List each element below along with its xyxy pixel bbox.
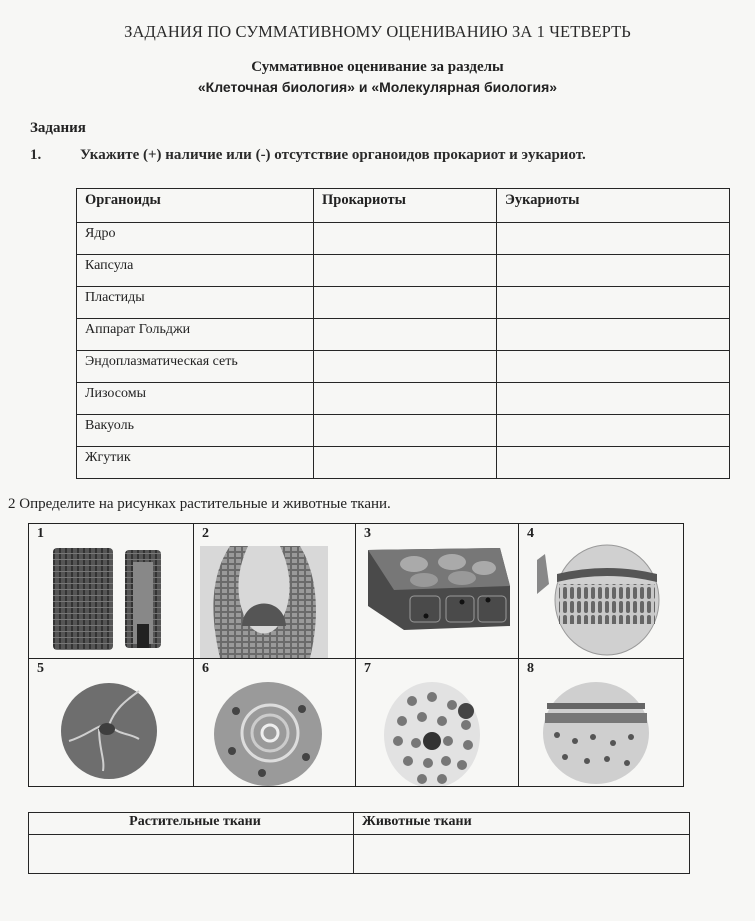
organelle-name: Капсула: [77, 255, 314, 287]
organelle-name: Лизосомы: [77, 383, 314, 415]
table-row: [77, 383, 730, 415]
page-title: ЗАДАНИЯ ПО СУММАТИВНОМУ ОЦЕНИВАНИЮ ЗА 1 ЧЕТВЕРТЬ: [124, 22, 631, 41]
table-row: [77, 447, 730, 479]
picture-cell-7: [356, 659, 519, 786]
task-1-prompt: [30, 147, 586, 164]
picture-number: 7: [364, 661, 371, 676]
picture-number: 5: [37, 661, 44, 676]
prokaryotes-answer-cell[interactable]: [314, 415, 497, 447]
fiber-bundle-tissue-image: [47, 544, 177, 654]
organelle-name: Пластиды: [77, 287, 314, 319]
animal-tissues-answer-cell[interactable]: [354, 835, 690, 874]
picture-number: 3: [364, 526, 371, 541]
picture-number: 8: [527, 661, 534, 676]
prokaryotes-answer-cell[interactable]: [314, 351, 497, 383]
prokaryotes-answer-cell[interactable]: [314, 287, 497, 319]
task-1-number: 1.: [30, 147, 42, 163]
table-row: [77, 287, 730, 319]
blood-cells-circle-image: [382, 681, 482, 786]
prokaryotes-answer-cell[interactable]: [314, 319, 497, 351]
picture-cell-6: [194, 659, 356, 786]
column-header-organelles: Органоиды: [77, 189, 314, 223]
layered-tissue-circle-image: [541, 681, 651, 785]
bone-tissue-circle-image: [212, 681, 324, 786]
column-header-prokaryotes: Прокариоты: [314, 189, 497, 223]
picture-cell-3: [356, 524, 519, 659]
organelle-name: Ядро: [77, 223, 314, 255]
prokaryotes-answer-cell[interactable]: [314, 447, 497, 479]
eukaryotes-answer-cell[interactable]: [497, 351, 730, 383]
picture-number: 2: [202, 526, 209, 541]
task-2-prompt: 2 Определите на рисунках растительные и животные ткани.: [8, 496, 391, 512]
table-row: [77, 351, 730, 383]
picture-cell-4: [519, 524, 683, 659]
subtitle-line-1: Суммативное оценивание за разделы: [251, 59, 504, 75]
table-row: [29, 835, 690, 874]
eukaryotes-answer-cell[interactable]: [497, 383, 730, 415]
organelles-table: [76, 188, 730, 479]
table-header-row: [77, 189, 730, 223]
organelle-name: Жгутик: [77, 447, 314, 479]
column-header-plant-tissues: Растительные ткани: [29, 813, 354, 835]
organelle-name: Эндоплазматическая сеть: [77, 351, 314, 383]
neuron-circle-image: [59, 679, 163, 783]
picture-cell-2: [194, 524, 356, 659]
organelle-name: Вакуоль: [77, 415, 314, 447]
eukaryotes-answer-cell[interactable]: [497, 223, 730, 255]
subtitle-line-2: «Клеточная биология» и «Молекулярная биология»: [197, 79, 558, 95]
table-header-row: [29, 813, 690, 835]
table-row: [77, 415, 730, 447]
task-1-text: Укажите (+) наличие или (-) отсутствие органоидов прокариот и эукариот.: [80, 147, 586, 163]
eukaryotes-answer-cell[interactable]: [497, 255, 730, 287]
picture-number: 1: [37, 526, 44, 541]
prokaryotes-answer-cell[interactable]: [314, 255, 497, 287]
table-row: [77, 319, 730, 351]
plant-meristem-tissue-image: [200, 546, 328, 658]
cell-block-tissue-image: [364, 546, 512, 636]
eukaryotes-answer-cell[interactable]: [497, 287, 730, 319]
tissue-pictures-grid: [28, 523, 684, 787]
picture-cell-1: [29, 524, 194, 659]
organelle-name: Аппарат Гольджи: [77, 319, 314, 351]
eukaryotes-answer-cell[interactable]: [497, 319, 730, 351]
picture-number: 4: [527, 526, 534, 541]
prokaryotes-answer-cell[interactable]: [314, 383, 497, 415]
eukaryotes-answer-cell[interactable]: [497, 415, 730, 447]
tasks-heading: Задания: [30, 120, 86, 136]
prokaryotes-answer-cell[interactable]: [314, 223, 497, 255]
picture-cell-5: [29, 659, 194, 786]
tissue-answer-table: [28, 812, 690, 874]
epithelium-circle-image: [527, 544, 677, 656]
picture-cell-8: [519, 659, 683, 786]
picture-number: 6: [202, 661, 209, 676]
table-row: [77, 255, 730, 287]
eukaryotes-answer-cell[interactable]: [497, 447, 730, 479]
column-header-eukaryotes: Эукариоты: [497, 189, 730, 223]
plant-tissues-answer-cell[interactable]: [29, 835, 354, 874]
column-header-animal-tissues: Животные ткани: [354, 813, 690, 835]
table-row: [77, 223, 730, 255]
